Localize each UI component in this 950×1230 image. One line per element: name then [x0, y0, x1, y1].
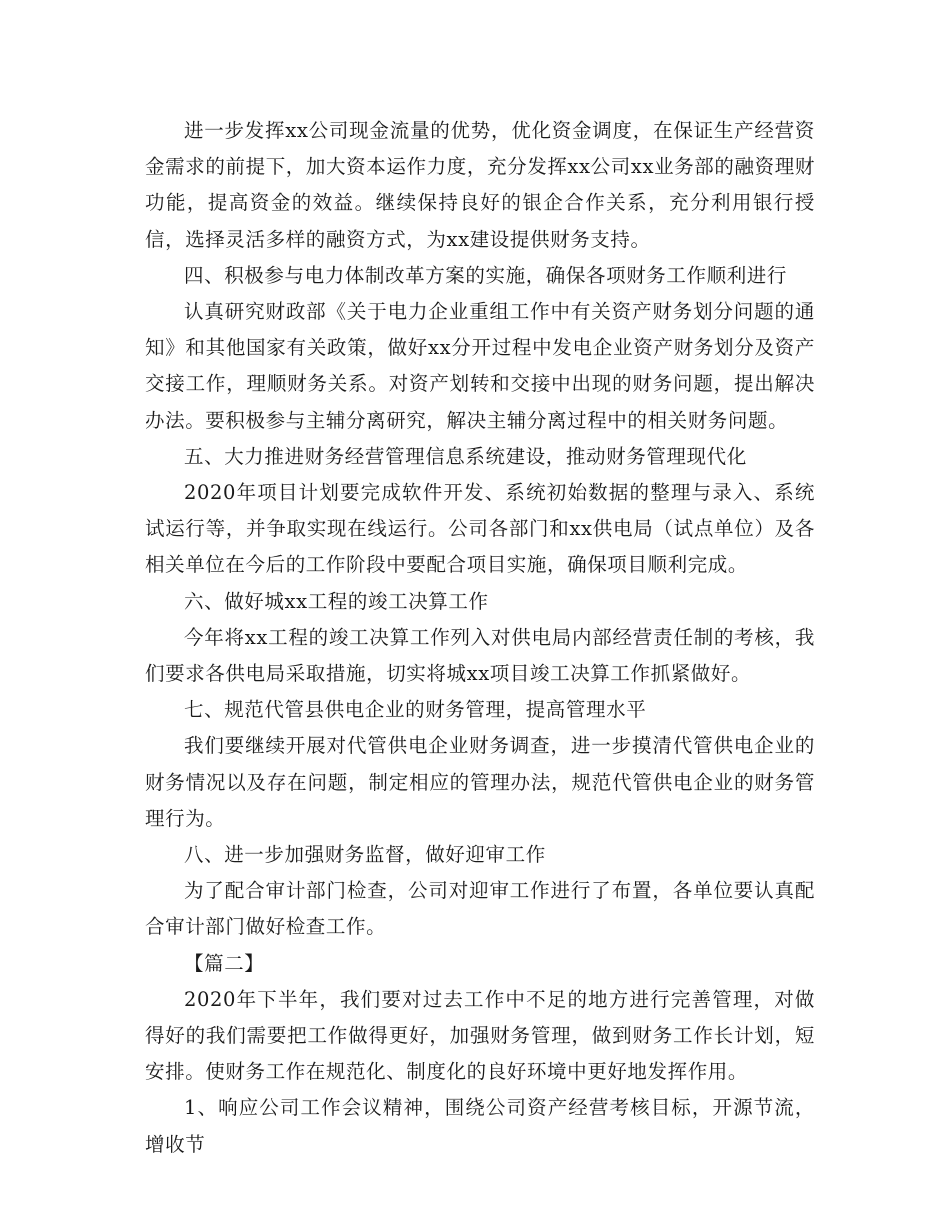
paragraph-county-supply: 我们要继续开展对代管供电企业财务调查，进一步摸清代管供电企业的财务情况以及存在问题，制定相应的管理办法，规范代管供电企业的财务管理行为。	[145, 734, 815, 830]
document-body	[145, 113, 815, 1163]
paragraph-final-accounts: 今年将xx工程的竣工决算工作列入对供电局内部经营责任制的考核，我们要求各供电局采取措施，切实将城xx项目竣工决算工作抓紧做好。	[145, 625, 815, 686]
paragraph-item-1: 1、响应公司工作会议精神，围绕公司资产经营考核目标，开源节流，增收节	[145, 1096, 815, 1156]
heading-part-two: 【篇二】	[184, 951, 265, 975]
heading-section-6: 六、做好城xx工程的竣工决算工作	[184, 589, 489, 613]
heading-section-7: 七、规范代管县供电企业的财务管理，提高管理水平	[184, 698, 647, 722]
heading-section-4: 四、积极参与电力体制改革方案的实施，确保各项财务工作顺利进行	[184, 263, 788, 287]
paragraph-second-half: 2020年下半年，我们要对过去工作中不足的地方进行完善管理，对做得好的我们需要把工作做得更好，加强财务管理，做到财务工作长计划，短安排。使财务工作在规范化、制度化的良好环境中更好地发挥作用。	[145, 987, 815, 1084]
paragraph-audit: 为了配合审计部门检查，公司对迎审工作进行了布置，各单位要认真配合审计部门做好检查工作。	[145, 879, 815, 939]
heading-section-5: 五、大力推进财务经营管理信息系统建设，推动财务管理现代化	[184, 444, 747, 468]
heading-section-8: 八、进一步加强财务监督，做好迎审工作	[184, 843, 546, 867]
paragraph-reform: 认真研究财政部《关于电力企业重组工作中有关资产财务划分问题的通知》和其他国家有关政策，做好xx分开过程中发电企业资产财务划分及资产交接工作，理顺财务关系。对资产划转和交接中出现的财务问题，提出解决办法。要积极参与主辅分离研究，解决主辅分离过程中的相关财务问题。	[145, 300, 815, 432]
paragraph-funding: 进一步发挥xx公司现金流量的优势，优化资金调度，在保证生产经营资金需求的前提下，加大资本运作力度，充分发挥xx公司xx业务部的融资理财功能，提高资金的效益。继续保持良好的银企合作关系，充分利用银行授信，选择灵活多样的融资方式，为xx建设提供财务支持。	[145, 119, 815, 251]
paragraph-info-system: 2020年项目计划要完成软件开发、系统初始数据的整理与录入、系统试运行等，并争取实现在线运行。公司各部门和xx供电局（试点单位）及各相关单位在今后的工作阶段中要配合项目实施，确保项目顺利完成。	[145, 481, 815, 577]
